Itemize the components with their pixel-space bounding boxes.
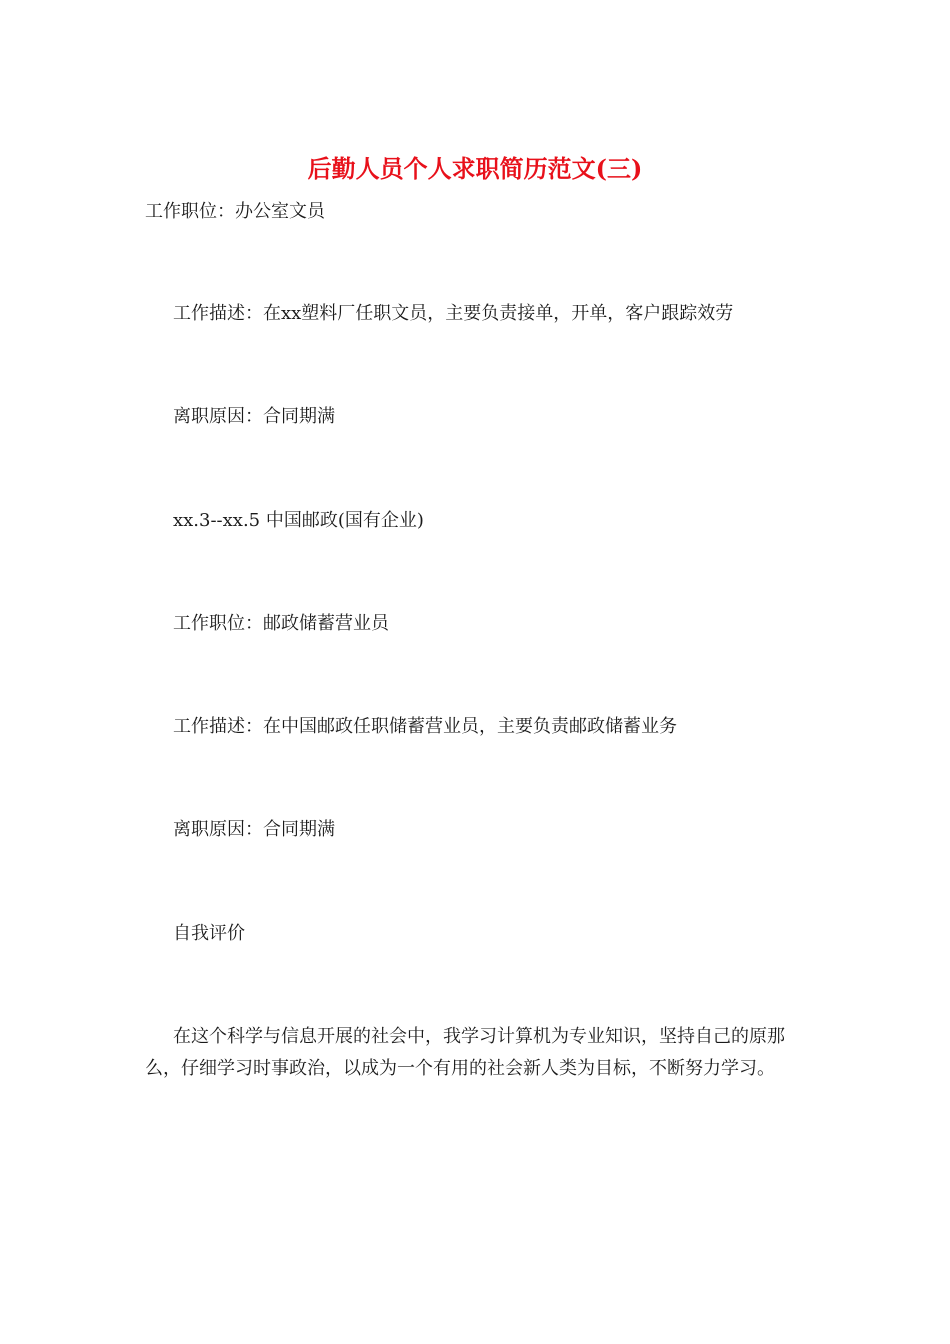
job-description-line: 工作描述：在xx塑料厂任职文员，主要负责接单，开单，客户跟踪效劳 <box>173 303 734 324</box>
job-position-line: 工作职位：邮政储蓄营业员 <box>173 613 389 634</box>
job-description-line: 工作描述：在中国邮政任职储蓄营业员，主要负责邮政储蓄业务 <box>173 716 677 737</box>
self-evaluation-paragraph: 在这个科学与信息开展的社会中，我学习计算机为专业知识，坚持自己的原那么，仔细学习时事政治，以成为一个有用的社会新人类为目标，不断努力学习。 <box>145 1026 785 1079</box>
leave-reason-line: 离职原因：合同期满 <box>173 819 335 840</box>
self-evaluation-heading: 自我评价 <box>173 923 245 944</box>
leave-reason-line: 离职原因：合同期满 <box>173 406 335 427</box>
document-title: 后勤人员个人求职简历范文(三) <box>307 154 643 183</box>
job-position-line: 工作职位：办公室文员 <box>145 201 325 222</box>
employment-period-line: xx.3--xx.5 中国邮政(国有企业) <box>173 510 424 531</box>
